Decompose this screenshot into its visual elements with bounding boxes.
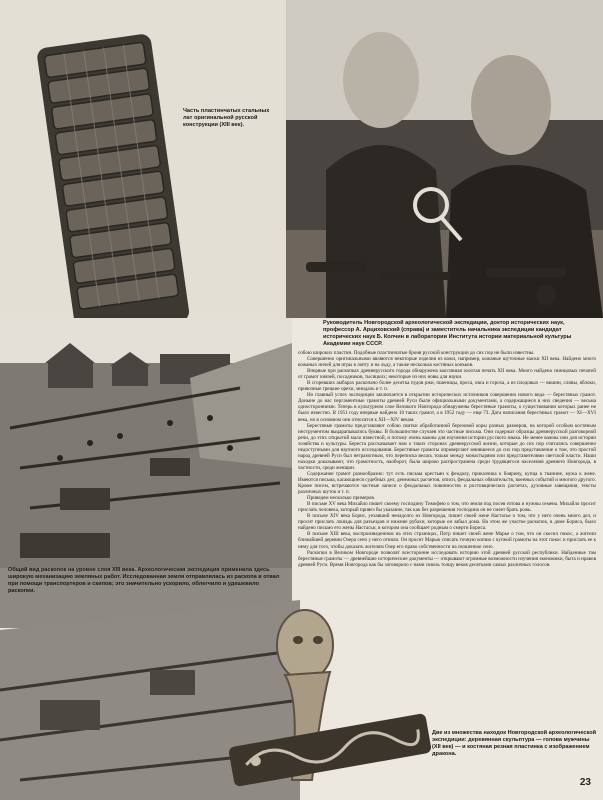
article-paragraph: Совершенно оригинальными являются некоторые изделия из кожи, например, кожаные шуточные маски XII века. Найдено много кожаных ничей для игры в лапту и на льду, а также несколько костяных коньков. — [298, 356, 596, 369]
article-paragraph: В письме XIII века, воспроизведенном на этих страницах, Петр пишет своей жене Марье о том, что он скосил покос, а жители ближайшей деревни Озера сено у него отняли. Он просит Марью списать точную копию с купной грамоты на этот покос и прислать ее к нему для того, чтобы доказать жителям Озер его право собственности на скошенное сено. — [298, 531, 596, 550]
article-body — [298, 350, 596, 720]
armor-photo — [0, 0, 290, 325]
article-paragraph: Но главный успех экспедиции заключается в открытии исторических источников совершенно нового вида — берестяных грамот. Доныне до нас пергаментные грамоты древней Руси были официальными документами, а содержащиеся в них сведения — весьма односторонними. Теперь в культурном слое Великого Новгорода обнаружены берестяные грамоты, о существовании которых ранее не было известно. В 1951 году впервые найдено 10 таких грамот, а в 1952 году — еще 73. Дата написания берестяных грамот — XI—XVI века, но в основном они относятся к XII—XIV векам. — [298, 392, 596, 423]
excavation-caption: Общий вид раскопок на уровне слоя XIII века. Археологическая экспедиция применила здесь широкую механизацию земляных работ. Исследованная земля отправлялась из раскопа в отвал при помощи транспортеров и скипов; это значительно ускорило, облегчило и удешевило раскопки. — [8, 567, 280, 594]
article-paragraph: В письме XV века Михайло пишет своему господину Тимофею о том, что земля под посев готова и нужны семена. Михайло просит прислать человека, который привез бы указание, так как без разрешения господина он не смеет брать рожь. — [298, 501, 596, 514]
scientists-caption: Руководитель Новгородской археологической экспедиции, доктор исторических наук, профессор А. Арциховский (справа) и заместитель начальника экспедиции кандидат исторических наук Б. Колчин в лаборатории Института истории материальной культуры Академии наук СССР. — [323, 320, 572, 347]
article-paragraph: Берестяные грамоты представляют собою свитки обработанной березовой коры разных размеров, на которой особым костяным инструментом выцарапывались буквы. В большинстве случаев это частные письма. Они содержат образцы древнерусской разговорной речи, до этих открытий мало известной, и потому очень важны для изучения истории русского языка. Не менее важны они для истории хозяйства и культуры. Береста рассказывает нам о таких сторонах древнерусской жизни, которые до сих пор считались совершенно недоступными для научного исследования. Берестяные грамоты опровергают мнившееся до сих пор представление о том, что простой народ древней Руси был неграмотным, что переписка велась только между монастырями или представителями светской власти. Наши находки доказывают, что грамотность, наоборот, была широко распространена среди трудящегося населения древнего Новгорода, в частности, среди женщин. — [298, 422, 596, 471]
article-paragraph: собою широких пластин. Подобные пластинчатые броня русской конструкции до сих пор не были известны. — [298, 350, 535, 356]
scientists-photo — [286, 0, 603, 318]
article-paragraph: Содержание грамот разнообразно: тут есть письма крестьян к феодалу, приказчика к боярину, купца к тканине, мужа к жене. Имеются письма, касающиеся судебных дел, денежных расчетов, описи, феодальных обязательств, военных событий и многого другого. Кроме писем, встречаются частные записи о феодальных повинностях и ростовщических расчетах, духовные завещания, тексты различных шуток и т. п. — [298, 470, 596, 496]
carving-caption: Две из множества находок Новгородской археологической экспедиции: деревянная скульптура — голова мужчины (XII век) — и костяная резная пластинка с изображением дракона. — [432, 730, 597, 757]
article-paragraph: Впервые при раскопках древнерусского города обнаружена массивная золотая печать XII века. Много найдено свинцовых печатей от грамот князей, посадников, тысяцких; некоторые из них новы для науки. — [298, 368, 596, 381]
article-paragraph: Раскопки в Великом Новгороде позволят всесторонне исследовать историю этой древней русской республики. Найденные там берестяные грамоты — древнейшие исторические документы — открывают огромные возможности изучения экономики, быта и нравов древней Руси. Время Новгорода как бы заговорило с нами сквозь толщу веков десятками самых различных голосов. — [298, 549, 596, 568]
article-paragraph: В сгоревших амбарах раскопано более десятка пудов ржи, пшеницы, проса, овса и гороха, а из плодовых — вишни, сливы, яблоки, привозные грецкие орехи, миндаль и т. п. — [298, 380, 596, 393]
page-number: 23 — [579, 777, 591, 788]
article-paragraph: Приведем несколько примеров. — [307, 495, 376, 502]
article-paragraph: В письме XIV века Борис, уехавший ненадолго из Новгорода, пишет своей жене Настасье о том, что у него очень много дел, и просит прислать лошадь для разъездов и нижние рубахи, которые он забыл дома. На этом же участке раскопок, в доме Бориса, было найдено письмо его жены Настасьи, в котором она сообщает родным о смерти Бориса. — [298, 513, 596, 532]
armor-caption: Часть пластинчатых стальных лат оригинальной русской конструкции (XIII век). — [183, 108, 270, 128]
